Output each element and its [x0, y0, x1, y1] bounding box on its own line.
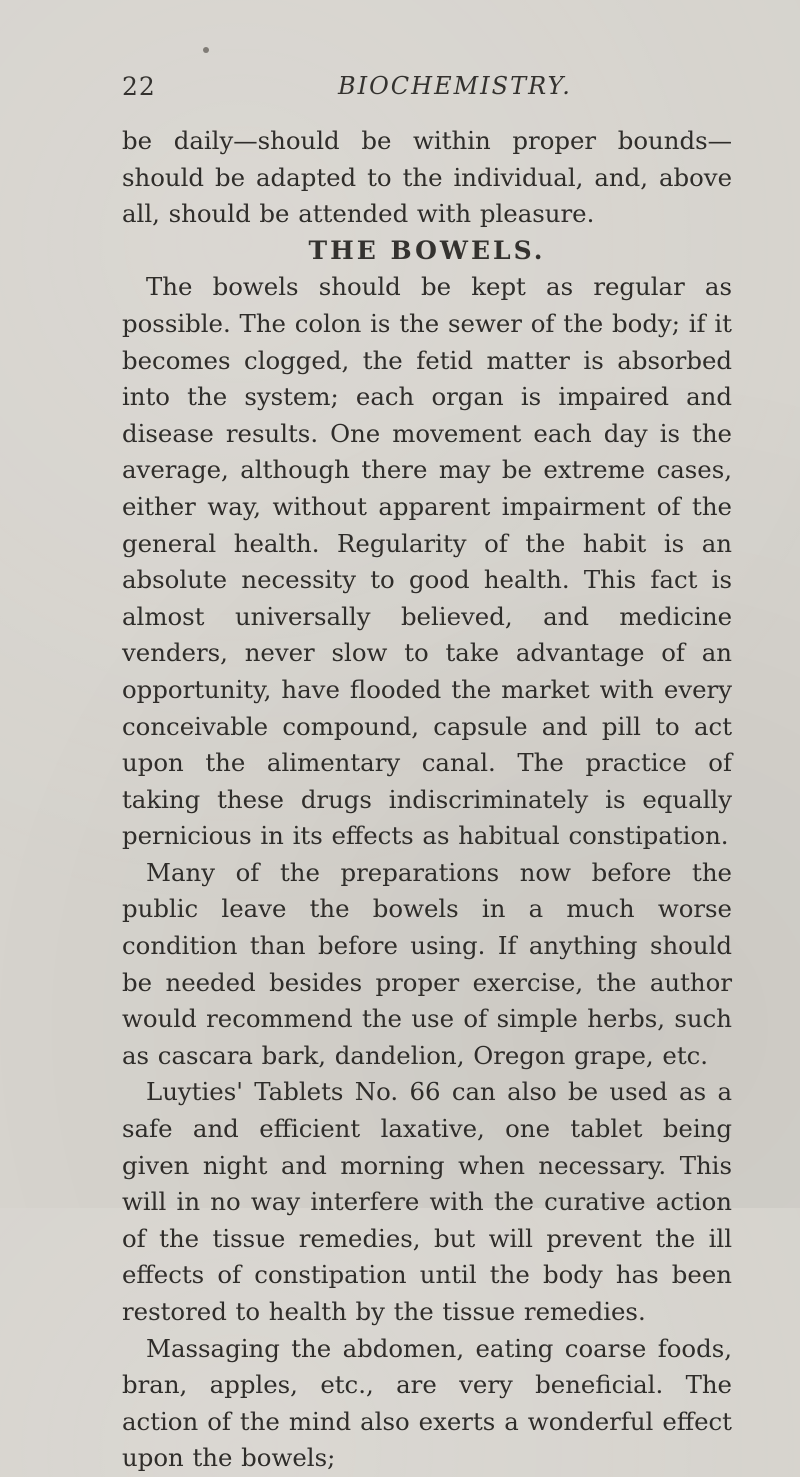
body-text: [122, 123, 732, 1477]
paragraph-preparations: Many of the preparations now before the public leave the bowels in a much worse condition than before using. If anything should be needed besides proper exercise, the author would recommend the use of simple herbs, such as cascara bark, dandelion, Oregon grape, etc.: [122, 857, 732, 1070]
paragraph-luyties-tablets: Luyties' Tablets No. 66 can also be used as a safe and efficient laxative, one tablet being given night and morning when necessary. This will in no way interfere with the curative action of the tissue remedies, but will prevent the ill effects of constipation until the body has been restored to health by the tissue remedies.: [122, 1077, 732, 1326]
page-header: [0, 72, 800, 112]
page-number: 22: [122, 72, 156, 101]
section-heading: THE BOWELS.: [308, 235, 546, 265]
running-head: BIOCHEMISTRY.: [338, 72, 572, 100]
paragraph-intro: be daily—should be within proper bounds—should be adapted to the individual, and, above all, should be attended with pleasure.: [122, 126, 732, 229]
ink-speck: [203, 47, 209, 53]
paragraph-massaging: Massaging the abdomen, eating coarse foods, bran, apples, etc., are very beneficial. The action of the mind also exerts a wonderful effect upon the bowels;: [122, 1333, 732, 1473]
paragraph-bowels: The bowels should be kept as regular as possible. The colon is the sewer of the body; if it becomes clogged, the fetid matter is absorbed into the system; each organ is impaired and disease results. One movement each day is the average, although there may be extreme cases, either way, without apparent impairment of the general health. Regularity of the habit is an absolute necessity to good health. This fact is almost universally believed, and medicine venders, never slow to take advantage of an opportunity, have flooded the market with every conceivable compound, capsule and pill to act upon the alimentary canal. The practice of taking these drugs indiscriminately is equally pernicious in its effects as habitual constipation.: [122, 272, 732, 851]
